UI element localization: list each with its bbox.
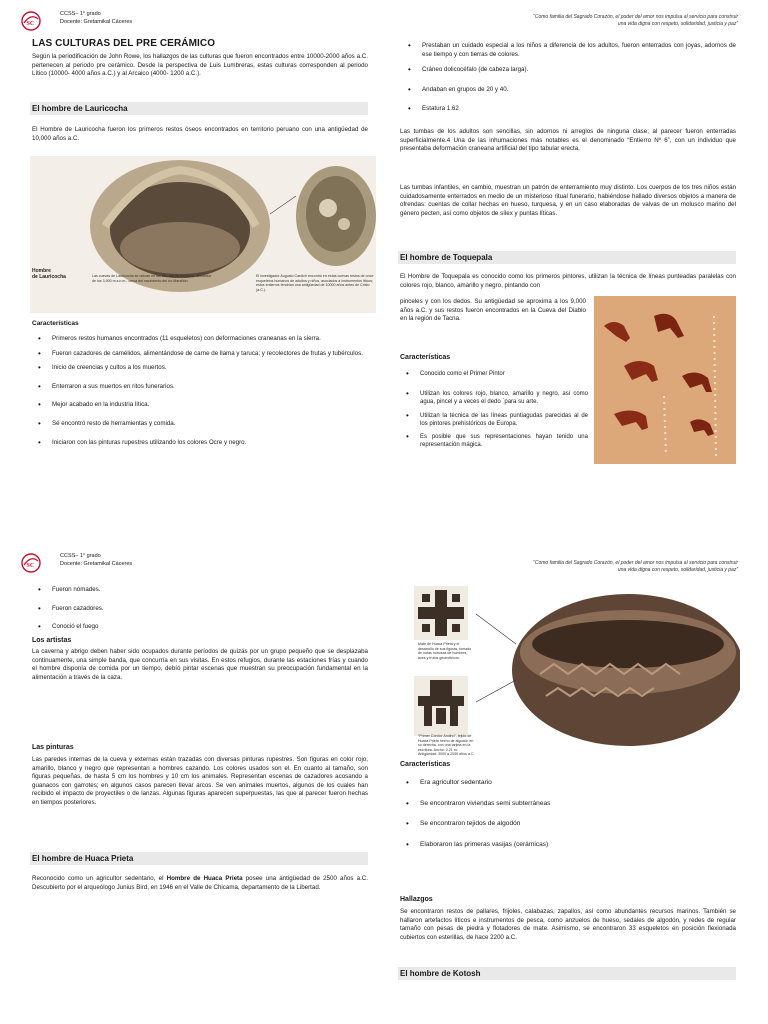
list-item: • Es posible que sus representaciones hayan tenido una representación mágica. — [398, 433, 588, 449]
figure-caption-left: Las cuevas de Lauricocha se ubican en las altu-ras de Huánuco, alrededor de los 3,900 m.s.n.m., cerca del nacimiento del río Marañón. — [92, 274, 212, 283]
huaca-characteristics-heading: Características — [400, 761, 451, 768]
page-2 — [384, 0, 768, 512]
list-item: • Inicio de creencias y cultos a los muertos. — [30, 364, 368, 373]
teacher-label: Docente: Gretamikal Cáceres — [60, 18, 133, 25]
page-header — [20, 10, 370, 40]
section-heading-kotosh: El hombre de Kotosh — [398, 967, 736, 980]
findings-paragraph: Se encontraron restos de pallares, frijoles, calabazas, zapallos, así como abundantes recursos marinos. También se hallaron artefactos líticos e instrumentos de pesca, como anzuelos de hueso, sedales de algodón, y redes de regular tamaño con pesas de piedra y flotadores de mate. Asimismo, se encontraron 33 esqueletos en posición flexionada cubiertos con esterillas, de hace 2200 a.C. — [400, 908, 736, 941]
list-item: • Estatura 1.62 — [400, 105, 736, 114]
figure-label: Hombre de Lauricocha — [32, 268, 66, 280]
huaca-characteristics-list — [398, 779, 728, 849]
findings-heading: Hallazgos — [400, 896, 433, 903]
grade-label: CCSS– 1° grado — [60, 11, 101, 17]
grade-label: CCSS– 1° grado — [60, 553, 101, 559]
cave-painting-photo — [594, 296, 736, 464]
header-info — [60, 11, 132, 26]
teacher-label: Docente: Gretamikal Cáceres — [60, 560, 133, 567]
list-item: • Era agricultor sedentario — [398, 779, 728, 788]
list-item: • Andaban en grupos de 20 y 40. — [400, 86, 736, 95]
burial-bullets — [400, 42, 736, 114]
artists-paragraph: La caverna y abrigo deben haber sido ocupados durante períodos de quizás por un grupo pequeño que se desplazaba continuamente, una simple banda, que concurría en sus visitas. En estos refugios, durante las estaciones frías y cuando el hombre disponía de comida por un tiempo, debíó pintar escenas que muestran su preocupación fundamental en la alimentación a través de la caza. — [32, 648, 368, 681]
list-item: • Primeros restos humanos encontrados (11 esqueletos) con deformaciones craneanas en la sierra. — [30, 335, 368, 344]
paintings-paragraph: Las paredes internas de la cueva y externas están trazadas con diversas pinturas rupestres. Son figuras en color rojo, amarillo, blanco y negro que representan a hombres cazando. Los colores usados son el. En cuanto al tamaño, son figuras pequeñas, de hasta 5 cm los hombres y 10 cm los animales. Representan escenas de cazadores acosando a guanacos con garrotes; en algunos casos parecen llevar arcos. Se ven animales muertos, algunos de los cuales han recibido el impacto de proyectiles o de lanzas. Algunas figuras aparecen superpuestas, las que al parecer fueron hechas en tiempos posteriores. — [32, 756, 368, 806]
school-logo-icon — [20, 552, 42, 574]
section-heading-huaca-prieta: El hombre de Huaca Prieta — [30, 852, 368, 865]
nomad-bullets — [30, 586, 230, 632]
characteristics-heading: Características — [32, 320, 79, 327]
header-quote: “Como familia del Sagrado Corazón, el poder del amor nos impulsa al servicio para construir una vida digna con respeto, solidaridad, justicia y paz” — [533, 14, 738, 27]
figure-caption-top: Mate de Huaca Prieta y el desarrollo de sus figuras, tomado de notas ruinosas de hombres, aves y frutos geométricos. — [418, 642, 472, 660]
list-item: • Fueron cazadores. — [30, 605, 230, 614]
list-item: • Utilizan los colores rojo, blanco, amarillo y negro, así como agua, pincel y a veces el dedo ´para su arte. — [398, 390, 588, 406]
artists-heading: Los artistas — [32, 637, 72, 644]
header-info — [60, 553, 132, 568]
page-4 — [384, 540, 768, 1024]
page-3 — [0, 540, 384, 1024]
list-item: • Conocido como el Primer Pintor — [398, 370, 588, 378]
toquepala-characteristics-list — [398, 370, 588, 449]
paintings-heading: Las pinturas — [32, 744, 74, 751]
list-item: • Iniciaron con las pinturas rupestres utilizando los colores Ocre y negro. — [30, 439, 368, 448]
page-header — [20, 552, 370, 582]
lauricocha-figure — [30, 156, 376, 313]
svg-text:SC: SC — [26, 21, 35, 27]
toquepala-paragraph-narrow: pinceles y con los dedos. Su antigüedad se aproxima a los 9,000 años a.C. y sus restos fueron encontrados en la Cueva del Diablo en la región de Tacna. — [400, 298, 586, 323]
list-item: • Fueron cazadores de camélidos, alimentándose de carne de llama y taruca; y recolectores de frutas y tubérculos. — [30, 350, 368, 359]
characteristics-list — [30, 335, 368, 447]
school-logo-icon — [20, 10, 42, 32]
list-item: • Se encontraron viviendas semi subterráneas — [398, 800, 728, 809]
page-1 — [0, 0, 384, 512]
list-item: • Fueron nómades. — [30, 586, 230, 595]
list-item: • Elaboraron las primeras vasijas (cerámicas) — [398, 841, 728, 850]
huaca-prieta-figure — [400, 584, 740, 757]
header-quote: “Como familia del Sagrado Corazón, el poder del amor nos impulsa al servicio para construir una vida digna con respeto, solidaridad, justicia y paz” — [533, 560, 738, 573]
list-item: • Mejor acabado en la industria lítica. — [30, 401, 368, 410]
toquepala-characteristics-heading: Características — [400, 354, 451, 361]
section-heading-lauricocha: El hombre de Lauricocha — [30, 102, 368, 115]
child-tombs-paragraph: Las tumbas infantiles, en cambio, muestran un patrón de enterramiento muy distinto. Los cuerpos de los tres niños están cuidadosamente enterrados en medio de un misterioso ritual funerario, habiéndose hallado diversos objetos a manera de ofrendas: cuentas de collar hechas en hueso, turquesa, y en un caso elaboradas de valvas de un molusco marino del género pecten, así como objetos de sílex y puntas líticas. — [400, 184, 736, 217]
svg-text:SC: SC — [26, 563, 35, 569]
list-item: • Cráneo dolicocéfalo (de cabeza larga). — [400, 66, 736, 75]
list-item: • Enterraron a sus muertos en ritos funerarios. — [30, 383, 368, 392]
adult-tombs-paragraph: Las tumbas de los adultos son sencillas, sin adornos ni arreglos de ninguna clase; al parecer fueron enterradas superficialmente.4 Una de las inhumaciones más notables es el denominado “Entierro Nº 6”, con un individuo que presentaba deformación craneana artificial del tipo tabular erecta. — [400, 128, 736, 153]
intro-paragraph: Según la periodificación de John Rowe, los hallazgos de las culturas que fueron encontrados entre 10000-2000 años a.C. pertenecen al periodo pre cerámico. Desde la perspectiva de Luis Lumbreras, estas culturas corresponden al periodo Lítico (10000- 4000 años a.C.) y al Arcaico (4000- 1200 a.C.). — [32, 53, 368, 78]
toquepala-paragraph-full: El Hombre de Toquepala es conocido como los primeros pintores, utilizan la técnica de líneas punteadas paralelas con colores rojo, blanco, amarillo y negro, pintando con — [400, 273, 736, 289]
figure-caption-right: El investigador Augusto Cardich encontró en estas cuevas restos de once esqueletos humanos de adultos y niños, asociados a instrumentos líticos; estos entierros tendrían una antigüedad de 10000 años antes de Cristo (a.C.). — [256, 274, 374, 292]
list-item: • Sé encontró resto de herramientas y comida. — [30, 420, 368, 429]
list-item: • Utilizan la técnica de las líneas puntiagudas parecidas al de los pintores prehistóricos de Europa. — [398, 412, 588, 428]
figure-caption-bottom: “Primer Cóndor Andino”, tejido de Huaca Prieta hecho de algodón en su derecha, con una tarjeta en la escritura. Ancho: 0.21 m. Antigüedad: 3000 a 2000 años a.C. — [418, 734, 475, 757]
list-item: • Conoció el fuego — [30, 623, 230, 632]
lauricocha-paragraph: El Hombre de Lauricocha fueron los primeros restos óseos encontrados en territorio peruano con una antigüedad de 10,000 años a.C. — [32, 126, 368, 142]
gourd-and-textile-illustration — [400, 584, 740, 754]
list-item: • Prestaban un cuidado especial a los niños a diferencia de los adultos, fueron enterrados con joyas, adornos de ese tiempo y con tierras de colores. — [400, 42, 736, 59]
page-title: LAS CULTURAS DEL PRE CERÁMICO — [32, 38, 216, 49]
section-heading-toquepala: El hombre de Toquepala — [398, 251, 736, 264]
list-item: • Se encontraron tejidos de algodón — [398, 820, 728, 829]
huaca-prieta-paragraph: Reconocido como un agricultor sedentario, el Hombre de Huaca Prieta posee una antigüedad de 2500 años a.C. Descubierto por el arqueólogo Junius Bird, en 1946 en el Valle de Chicama, departamento de la Libertad. — [32, 875, 368, 891]
